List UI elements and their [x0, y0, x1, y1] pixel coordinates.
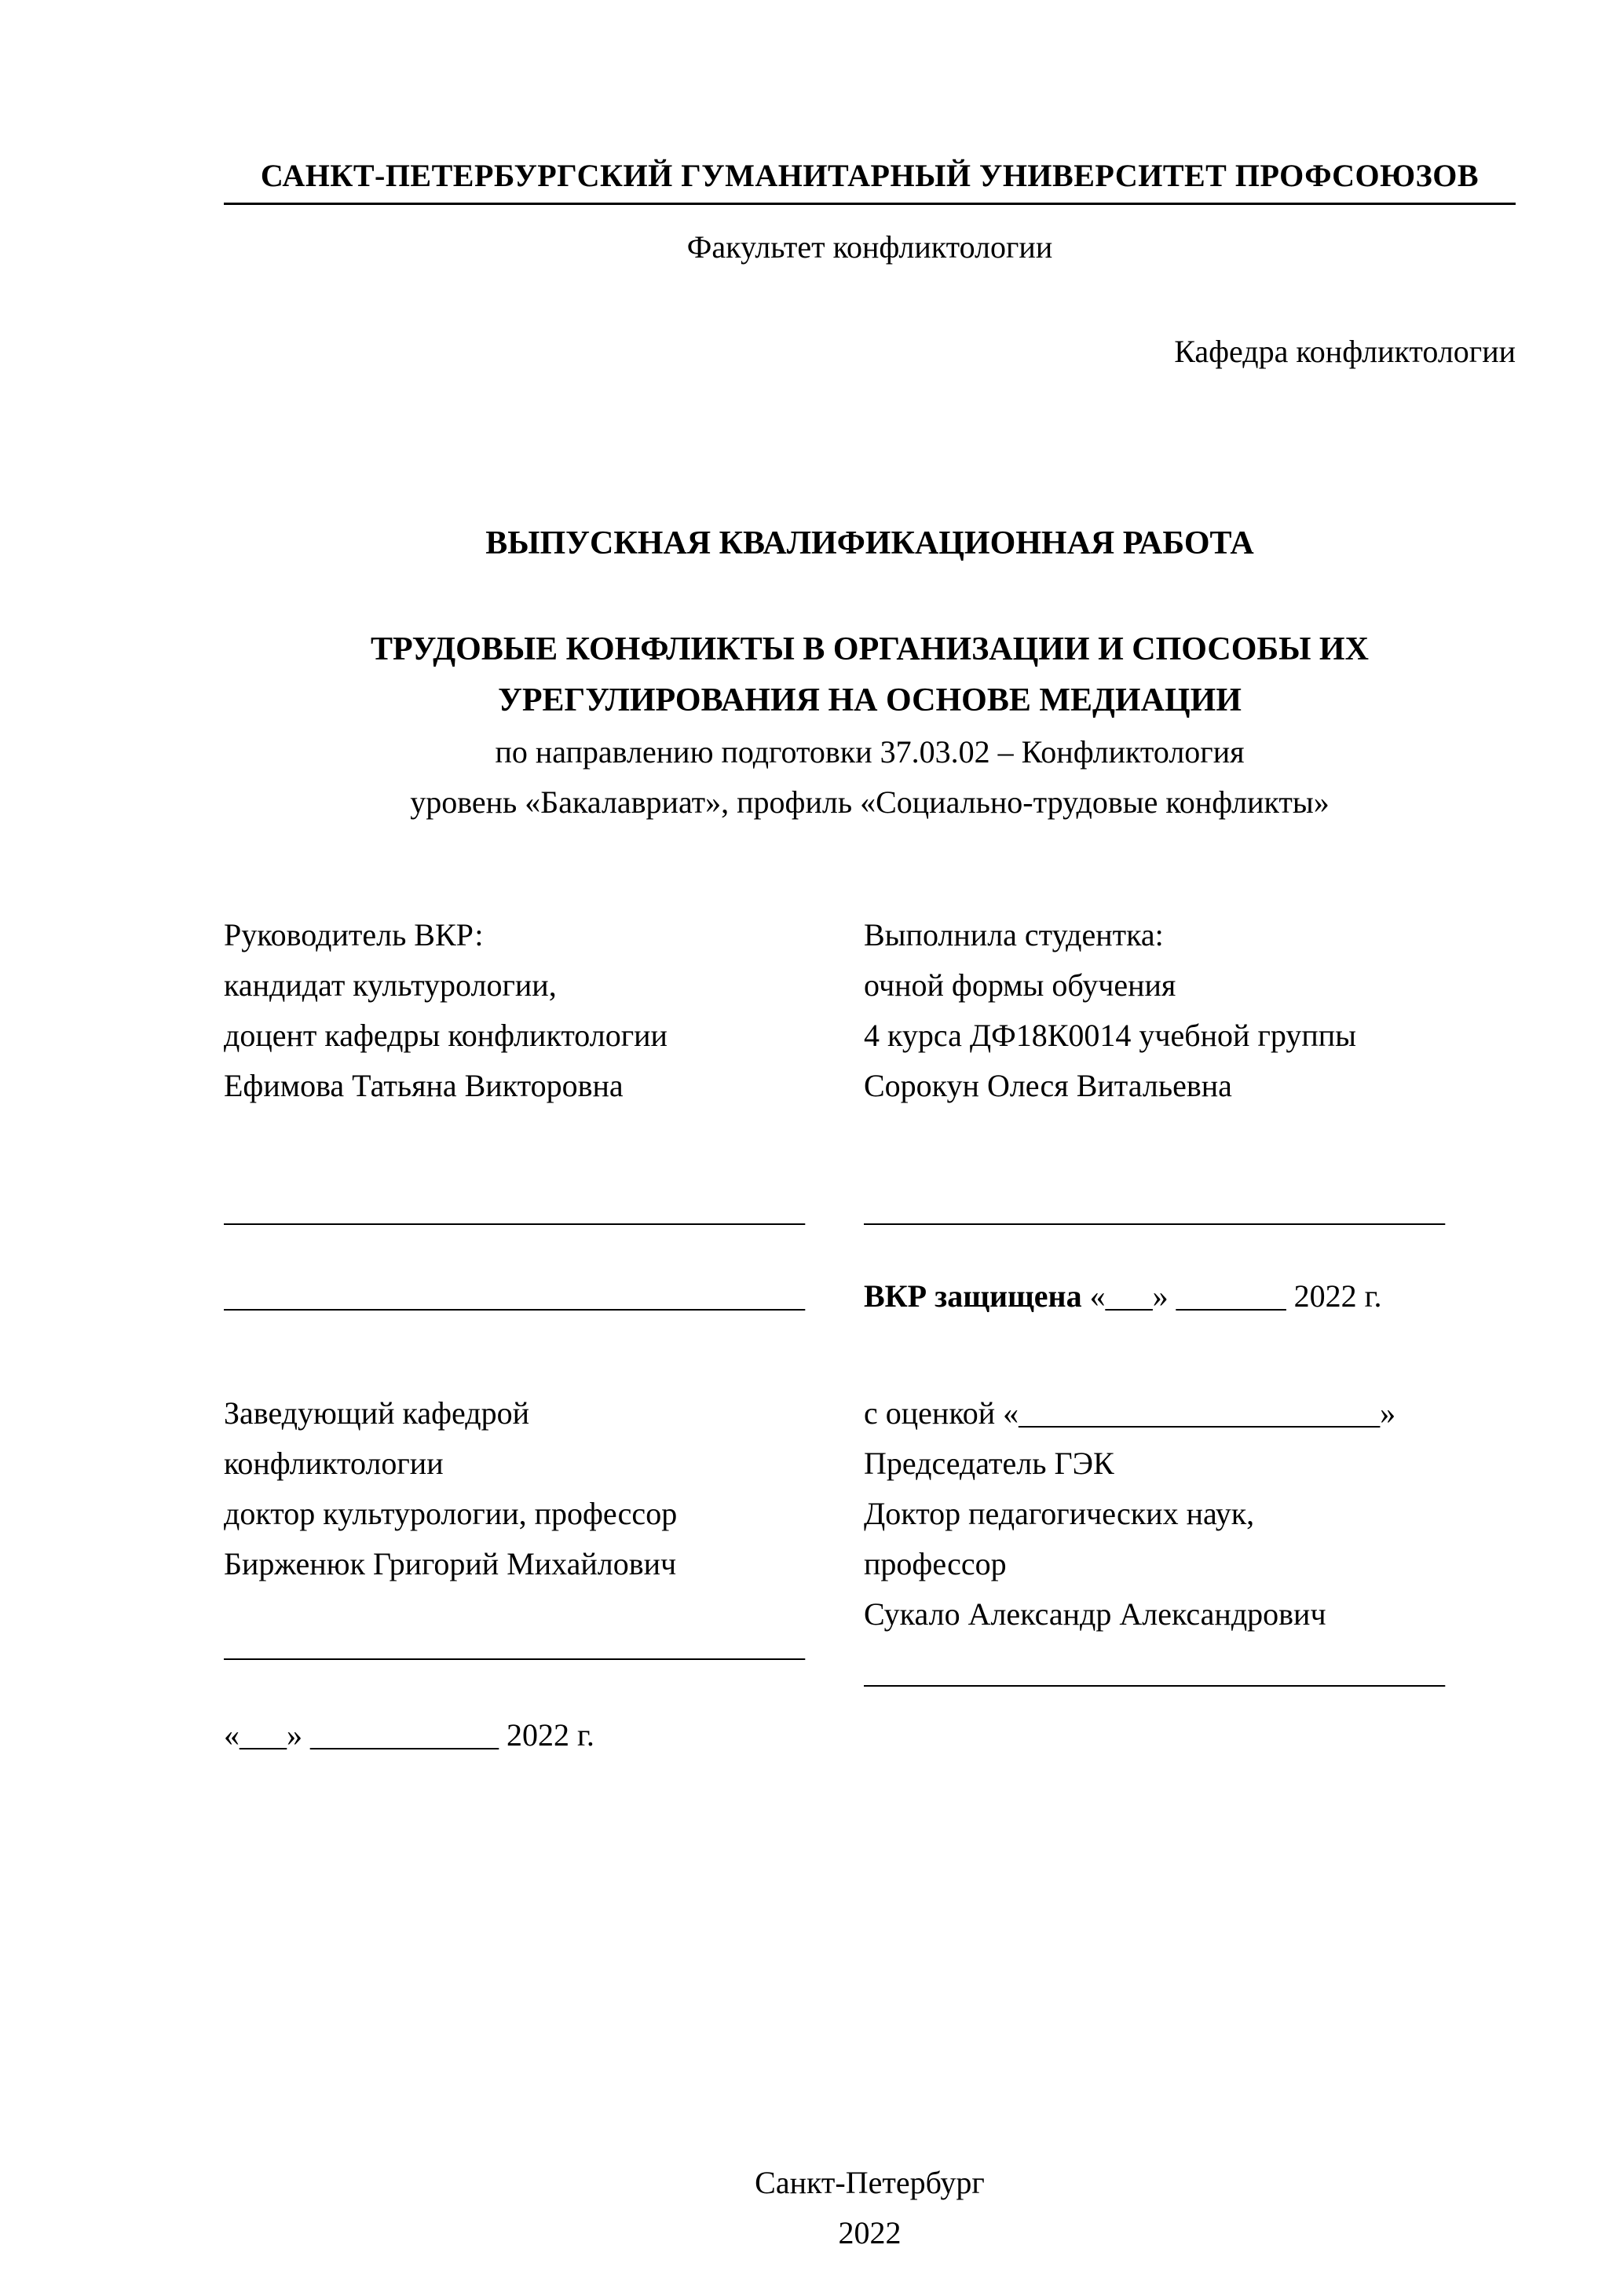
- department-head-block: [224, 1388, 809, 1760]
- committee-chair-rank: профессор: [864, 1545, 1007, 1581]
- student-group: 4 курса ДФ18К0014 учебной группы: [864, 1017, 1357, 1053]
- department-name: Кафедра конфликтологии: [1174, 334, 1516, 369]
- department-head-title: Заведующий кафедрой: [224, 1395, 530, 1431]
- committee-block: [864, 1388, 1516, 1698]
- supervisor-signature-line: _____________________________________: [224, 1192, 805, 1228]
- department-head-degree: доктор культурологии, профессор: [224, 1495, 678, 1531]
- student-study-form: очной формы обучения: [864, 967, 1176, 1003]
- supervisor-position: доцент кафедры конфликтологии: [224, 1017, 668, 1053]
- defense-date-blanks: «___» _______ 2022 г.: [1089, 1278, 1382, 1314]
- signature-row-2: [224, 1271, 1516, 1322]
- footer-city: Санкт-Петербург: [755, 2165, 985, 2200]
- faculty-name: Факультет конфликтологии: [686, 229, 1053, 265]
- department-head-department: конфликтологии: [224, 1445, 444, 1481]
- committee-chair-signature-line: _____________________________________: [864, 1654, 1445, 1690]
- department-head-name: Бирженюк Григорий Михайлович: [224, 1545, 677, 1581]
- committee-chair-title: Председатель ГЭК: [864, 1445, 1114, 1481]
- approval-date-line: «___» ____________ 2022 г.: [224, 1717, 594, 1753]
- university-name: САНКТ-ПЕТЕРБУРГСКИЙ ГУМАНИТАРНЫЙ УНИВЕРСИТЕТ ПРОФСОЮЗОВ: [224, 157, 1516, 205]
- work-type-title: ВЫПУСКНАЯ КВАЛИФИКАЦИОННАЯ РАБОТА: [485, 525, 1254, 561]
- footer-year: 2022: [838, 2215, 902, 2250]
- supervisor-student-block: [224, 910, 1516, 1111]
- level-profile-line: уровень «Бакалавриат», профиль «Социально-трудовые конфликты»: [410, 784, 1330, 820]
- defense-label: ВКР защищена: [864, 1278, 1082, 1314]
- student-label: Выполнила студентка:: [864, 916, 1164, 952]
- department-head-signature-line: _____________________________________: [224, 1627, 805, 1663]
- program-line: по направлению подготовки 37.03.02 – Конфликтология: [495, 733, 1245, 770]
- thesis-title: ТРУДОВЫЕ КОНФЛИКТЫ В ОРГАНИЗАЦИИ И СПОСОБЫ ИХ УРЕГУЛИРОВАНИЯ НА ОСНОВЕ МЕДИАЦИИ: [371, 631, 1369, 719]
- supervisor-label: Руководитель ВКР:: [224, 916, 484, 952]
- supervisor-signature-line-2: _____________________________________: [224, 1278, 805, 1314]
- committee-chair-name: Сукало Александр Александрович: [864, 1596, 1326, 1632]
- student-block: [864, 910, 1516, 1111]
- supervisor-degree: кандидат культурологии,: [224, 967, 557, 1003]
- committee-chair-degree: Доктор педагогических наук,: [864, 1495, 1255, 1531]
- footer-block: [224, 2158, 1516, 2258]
- student-name: Сорокун Олеся Витальевна: [864, 1067, 1232, 1103]
- supervisor-name: Ефимова Татьяна Викторовна: [224, 1067, 624, 1103]
- defense-statement: [864, 1271, 1516, 1322]
- student-signature-line: _____________________________________: [864, 1192, 1445, 1228]
- head-committee-block: [224, 1388, 1516, 1760]
- signature-row-1: [224, 1186, 1516, 1236]
- grade-line: с оценкой «_______________________»: [864, 1395, 1396, 1431]
- supervisor-block: [224, 910, 809, 1111]
